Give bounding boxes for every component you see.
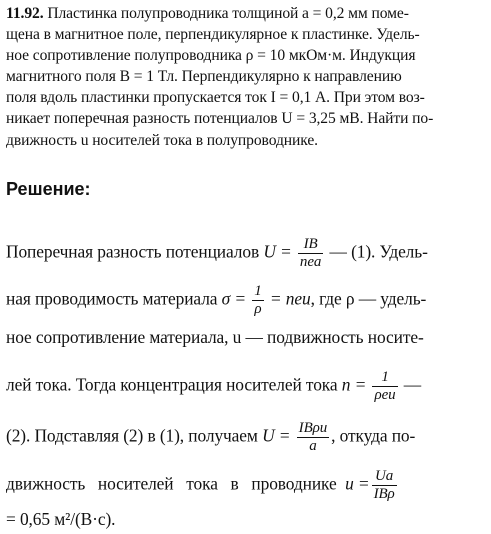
fraction-1-rho bbox=[252, 283, 263, 318]
fraction-numerator: Ua bbox=[372, 468, 397, 486]
solution-line-1 bbox=[6, 236, 486, 271]
sol-l1-lhs: U = bbox=[263, 241, 292, 262]
sol-l4-pre: лей тока. Тогда концентрация носителей тока bbox=[6, 374, 338, 395]
problem-line-1 bbox=[6, 4, 486, 24]
problem-line-4: магнитного поля B = 1 Тл. Перпендикулярно к направлению bbox=[6, 68, 402, 85]
fraction-denominator: IBρ bbox=[373, 486, 395, 502]
solution-heading: Решение: bbox=[6, 179, 91, 199]
sol-l6-pre: движность носителей тока в проводнике bbox=[6, 473, 337, 494]
fraction-denominator: nea bbox=[299, 254, 322, 270]
sol-l4-post: — bbox=[403, 374, 422, 395]
sol-l2-lhs: σ = bbox=[221, 288, 247, 309]
solution-line-2 bbox=[6, 283, 486, 318]
sol-l2-pre: ная проводимость материала bbox=[6, 288, 218, 309]
fraction-IBrhou-a bbox=[297, 420, 329, 455]
fraction-denominator: a bbox=[309, 438, 317, 454]
fraction-numerator: IBρu bbox=[298, 420, 328, 436]
sol-l5-post: , откуда по- bbox=[331, 425, 416, 446]
fraction-denominator: ρ bbox=[254, 301, 262, 317]
sol-l5-pre: (2). Подставляя (2) в (1), получаем bbox=[6, 425, 258, 446]
solution-line-3: ное сопротивление материала, u — подвижность носите- bbox=[6, 327, 424, 347]
problem-text-1: Пластинка полупроводника толщиной a = 0,2 мм поме- bbox=[47, 5, 409, 22]
sol-l4-lhs: n = bbox=[341, 374, 367, 395]
problem-line-7: движность u носителей тока в полупроводнике. bbox=[6, 132, 318, 149]
fraction-denominator: ρeu bbox=[374, 387, 396, 403]
problem-line-2: щена в магнитное поле, перпендикулярное к пластинке. Удель- bbox=[6, 26, 420, 43]
sol-l2-eq: = neu bbox=[269, 288, 311, 309]
sol-l5-lhs: U = bbox=[262, 425, 291, 446]
problem-line-6: никает поперечная разность потенциалов U = 3,25 мВ. Найти по- bbox=[6, 110, 434, 127]
fraction-Ua-IBrho bbox=[372, 468, 397, 503]
solution-line-4 bbox=[6, 369, 486, 404]
problem-line-5: поля вдоль пластинки пропускается ток I = 0,1 А. При этом воз- bbox=[6, 89, 425, 106]
fraction-IB-nea bbox=[298, 236, 323, 271]
sol-l6-lhs: u = bbox=[345, 473, 370, 494]
solution-line-7: = 0,65 м²/(В·с). bbox=[6, 509, 116, 529]
problem-number: 11.92. bbox=[6, 5, 44, 22]
problem-line-3: ное сопротивление полупроводника ρ = 10 мкОм·м. Индукция bbox=[6, 47, 416, 64]
sol-l2-post: , где ρ — удель- bbox=[310, 288, 427, 309]
sol-l1-post: — (1). Удель- bbox=[329, 241, 428, 262]
fraction-1-rhoeu bbox=[372, 369, 397, 404]
fraction-numerator: 1 bbox=[372, 369, 397, 387]
sol-l1-pre: Поперечная разность потенциалов bbox=[6, 241, 260, 262]
fraction-numerator: IB bbox=[298, 236, 323, 254]
solution-line-6 bbox=[6, 468, 486, 503]
fraction-numerator: 1 bbox=[254, 283, 262, 299]
solution-line-5 bbox=[6, 420, 486, 455]
